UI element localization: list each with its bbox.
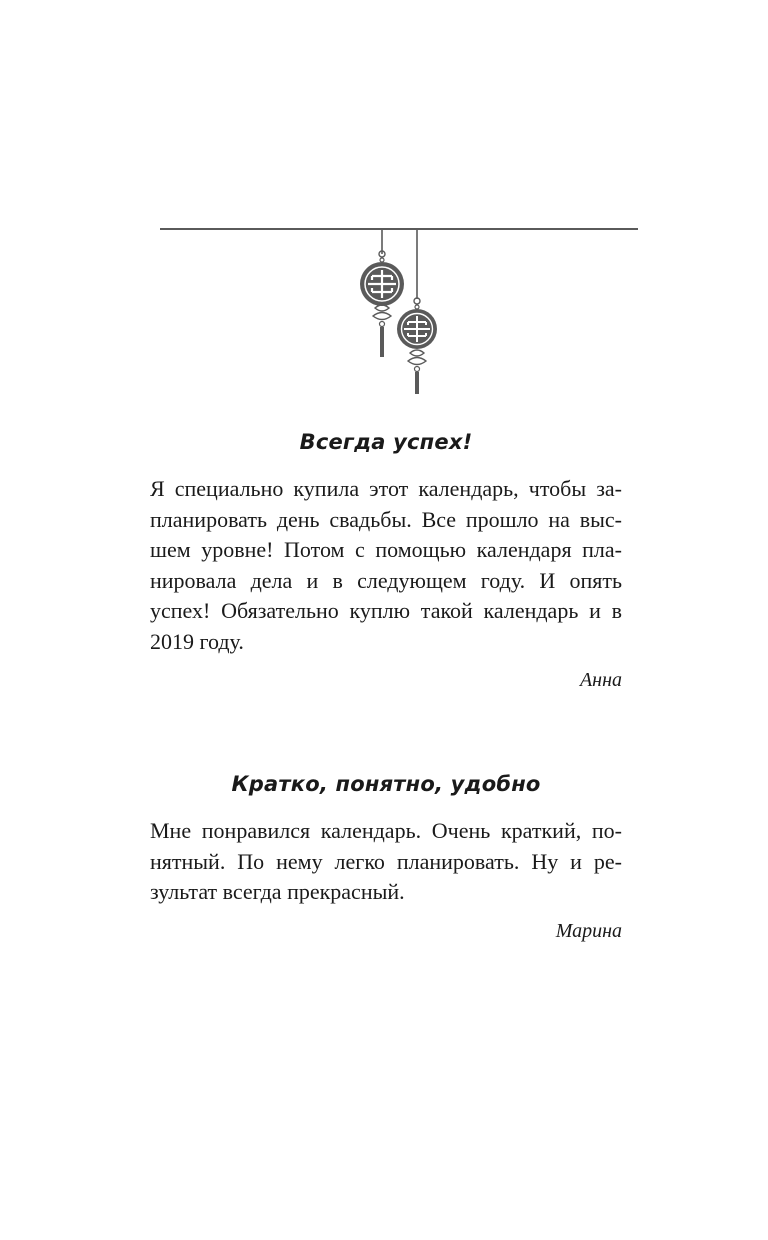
review-author: Марина [555, 919, 622, 942]
review-text: Я специально купила этот календарь, чтобы запланировать день свадьбы. Все прошло на высшем уровне! Потом с помощью календаря планировала дела и в следующем году. И опять успех! Обязательно куплю такой календарь и в 2019 году. [150, 476, 622, 654]
review-card [150, 772, 622, 943]
review-card [150, 430, 622, 692]
right-charm-icon [397, 229, 437, 394]
hanging-lantern-ornament-icon [160, 224, 638, 400]
review-text: Мне понравился календарь. Очень краткий, понятный. По нему легко планировать. Ну и результат всегда прекрасный. [150, 818, 622, 904]
review-title: Кратко, понятно, удобно [231, 772, 541, 796]
review-author: Анна [579, 669, 622, 691]
review-title: Всегда успех! [299, 430, 473, 454]
left-charm-icon [360, 229, 404, 357]
